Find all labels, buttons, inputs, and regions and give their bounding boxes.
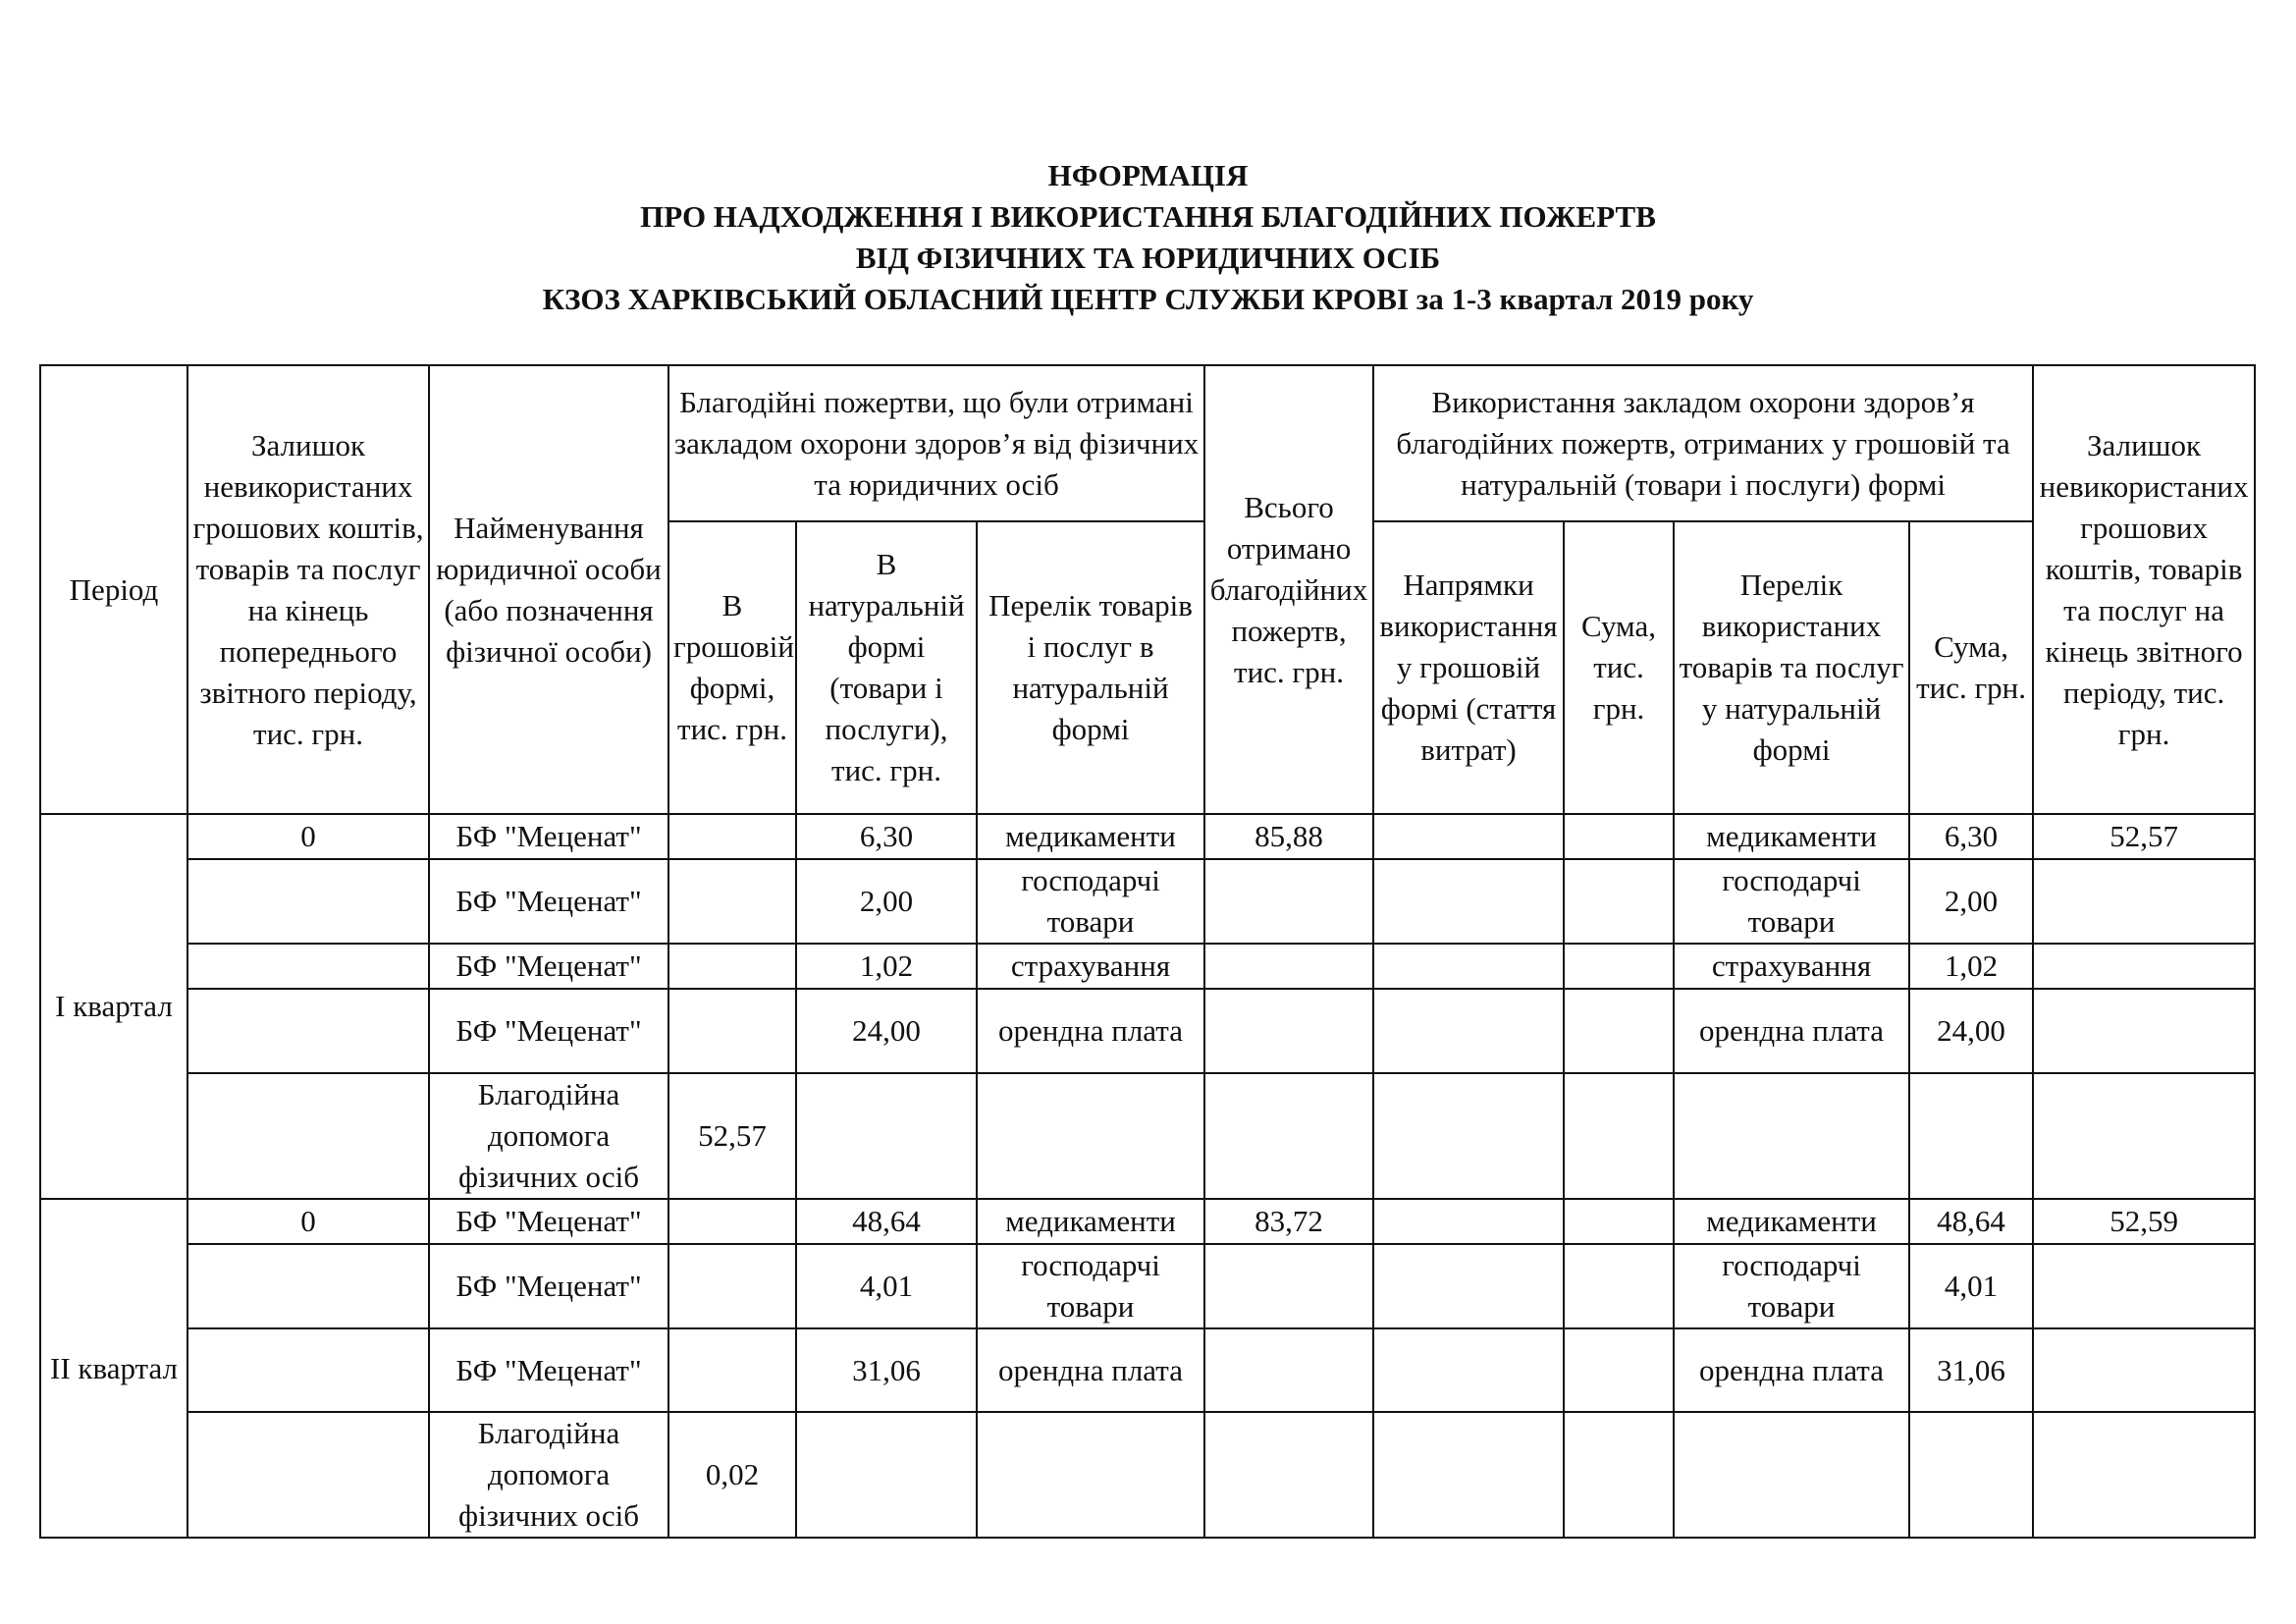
header-received-cash: В грошовій формі, тис. грн.: [668, 521, 796, 814]
table-row: [40, 944, 2255, 989]
closing-cell: 52,59: [2033, 1199, 2255, 1244]
header-period: Період: [40, 365, 187, 814]
direction-sum-cell: [1564, 944, 1674, 989]
closing-cell: [2033, 1328, 2255, 1412]
direction-cell: [1373, 814, 1564, 859]
header-usage-cash-sum: Сума, тис. грн.: [1564, 521, 1674, 814]
list-cell: орендна плата: [977, 1328, 1204, 1412]
cash-cell: [668, 1199, 796, 1244]
used-list-cell: страхування: [1674, 944, 1909, 989]
opening-cell: 0: [187, 814, 429, 859]
opening-cell: [187, 1073, 429, 1199]
used-sum-cell: 48,64: [1909, 1199, 2033, 1244]
entity-cell: Благодійна допомога фізичних осіб: [429, 1412, 668, 1538]
title-line-3: ВІД ФІЗИЧНИХ ТА ЮРИДИЧНИХ ОСІБ: [855, 241, 1441, 275]
kind-cell: 4,01: [796, 1244, 977, 1328]
closing-cell: 52,57: [2033, 814, 2255, 859]
total-cell: [1204, 1412, 1373, 1538]
table-row: [40, 1199, 2255, 1244]
total-cell: [1204, 944, 1373, 989]
list-cell: господарчі товари: [977, 859, 1204, 944]
entity-cell: БФ "Меценат": [429, 1328, 668, 1412]
cash-cell: [668, 944, 796, 989]
used-list-cell: орендна плата: [1674, 1328, 1909, 1412]
list-cell: [977, 1073, 1204, 1199]
title-line-1: НФОРМАЦІЯ: [1047, 158, 1249, 192]
cash-cell: [668, 814, 796, 859]
direction-sum-cell: [1564, 859, 1674, 944]
table-row: [40, 1328, 2255, 1412]
opening-cell: [187, 859, 429, 944]
title-line-2: ПРО НАДХОДЖЕННЯ І ВИКОРИСТАННЯ БЛАГОДІЙНИХ ПОЖЕРТВ: [640, 199, 1656, 234]
total-cell: [1204, 989, 1373, 1073]
header-received-list: Перелік товарів і послуг в натуральній формі: [977, 521, 1204, 814]
total-cell: 83,72: [1204, 1199, 1373, 1244]
total-cell: [1204, 1244, 1373, 1328]
period-label: І квартал: [40, 814, 187, 1199]
direction-cell: [1373, 1328, 1564, 1412]
entity-cell: БФ "Меценат": [429, 944, 668, 989]
header-usage-cash-direction: Напрямки використання у грошовій формі (стаття витрат): [1373, 521, 1564, 814]
opening-cell: 0: [187, 1199, 429, 1244]
table-row: [40, 989, 2255, 1073]
used-list-cell: медикаменти: [1674, 814, 1909, 859]
table-row: [40, 859, 2255, 944]
direction-cell: [1373, 859, 1564, 944]
kind-cell: 48,64: [796, 1199, 977, 1244]
table-row: [40, 1244, 2255, 1328]
direction-sum-cell: [1564, 1244, 1674, 1328]
kind-cell: [796, 1412, 977, 1538]
kind-cell: [796, 1073, 977, 1199]
used-sum-cell: 4,01: [1909, 1244, 2033, 1328]
title-line-4: КЗОЗ ХАРКІВСЬКИЙ ОБЛАСНИЙ ЦЕНТР СЛУЖБИ КРОВІ за 1-3 квартал 2019 року: [542, 282, 1754, 316]
direction-cell: [1373, 1412, 1564, 1538]
opening-cell: [187, 944, 429, 989]
used-sum-cell: 2,00: [1909, 859, 2033, 944]
list-cell: медикаменти: [977, 814, 1204, 859]
closing-cell: [2033, 944, 2255, 989]
direction-sum-cell: [1564, 1328, 1674, 1412]
direction-sum-cell: [1564, 989, 1674, 1073]
cash-cell: [668, 989, 796, 1073]
cash-cell: [668, 1328, 796, 1412]
direction-cell: [1373, 989, 1564, 1073]
donations-table: [39, 364, 2256, 1539]
used-sum-cell: [1909, 1073, 2033, 1199]
used-list-cell: [1674, 1073, 1909, 1199]
header-entity-name: Найменування юридичної особи (або позначення фізичної особи): [429, 365, 668, 814]
opening-cell: [187, 1412, 429, 1538]
document-title: [0, 155, 2296, 320]
direction-cell: [1373, 1244, 1564, 1328]
used-sum-cell: 24,00: [1909, 989, 2033, 1073]
used-sum-cell: 6,30: [1909, 814, 2033, 859]
header-closing-balance: Залишок невикористаних грошових коштів, товарів та послуг на кінець звітного періоду, тис. грн.: [2033, 365, 2255, 814]
closing-cell: [2033, 859, 2255, 944]
direction-sum-cell: [1564, 1412, 1674, 1538]
entity-cell: БФ "Меценат": [429, 1244, 668, 1328]
used-list-cell: [1674, 1412, 1909, 1538]
header-usage-group: Використання закладом охорони здоров’я благодійних пожертв, отриманих у грошовій та натуральній (товари і послуги) формі: [1373, 365, 2033, 521]
direction-cell: [1373, 1199, 1564, 1244]
direction-sum-cell: [1564, 814, 1674, 859]
header-received-kind: В натуральній формі (товари і послуги), тис. грн.: [796, 521, 977, 814]
direction-cell: [1373, 1073, 1564, 1199]
used-list-cell: господарчі товари: [1674, 859, 1909, 944]
table-row: [40, 1412, 2255, 1538]
header-opening-balance: Залишок невикористаних грошових коштів, товарів та послуг на кінець попереднього звітного періоду, тис. грн.: [187, 365, 429, 814]
header-total-received: Всього отримано благодійних пожертв, тис. грн.: [1204, 365, 1373, 814]
used-sum-cell: [1909, 1412, 2033, 1538]
direction-sum-cell: [1564, 1199, 1674, 1244]
kind-cell: 2,00: [796, 859, 977, 944]
list-cell: медикаменти: [977, 1199, 1204, 1244]
total-cell: [1204, 1073, 1373, 1199]
kind-cell: 1,02: [796, 944, 977, 989]
entity-cell: Благодійна допомога фізичних осіб: [429, 1073, 668, 1199]
closing-cell: [2033, 1412, 2255, 1538]
header-usage-kind-sum: Сума, тис. грн.: [1909, 521, 2033, 814]
cash-cell: 52,57: [668, 1073, 796, 1199]
used-list-cell: господарчі товари: [1674, 1244, 1909, 1328]
list-cell: [977, 1412, 1204, 1538]
opening-cell: [187, 1244, 429, 1328]
cash-cell: 0,02: [668, 1412, 796, 1538]
list-cell: орендна плата: [977, 989, 1204, 1073]
direction-sum-cell: [1564, 1073, 1674, 1199]
kind-cell: 6,30: [796, 814, 977, 859]
kind-cell: 31,06: [796, 1328, 977, 1412]
cash-cell: [668, 859, 796, 944]
total-cell: 85,88: [1204, 814, 1373, 859]
total-cell: [1204, 1328, 1373, 1412]
entity-cell: БФ "Меценат": [429, 989, 668, 1073]
period-label: ІІ квартал: [40, 1199, 187, 1538]
closing-cell: [2033, 1073, 2255, 1199]
total-cell: [1204, 859, 1373, 944]
entity-cell: БФ "Меценат": [429, 814, 668, 859]
used-sum-cell: 1,02: [1909, 944, 2033, 989]
used-list-cell: орендна плата: [1674, 989, 1909, 1073]
entity-cell: БФ "Меценат": [429, 859, 668, 944]
table-row: [40, 1073, 2255, 1199]
closing-cell: [2033, 1244, 2255, 1328]
list-cell: страхування: [977, 944, 1204, 989]
kind-cell: 24,00: [796, 989, 977, 1073]
cash-cell: [668, 1244, 796, 1328]
table-row: [40, 814, 2255, 859]
list-cell: господарчі товари: [977, 1244, 1204, 1328]
used-list-cell: медикаменти: [1674, 1199, 1909, 1244]
entity-cell: БФ "Меценат": [429, 1199, 668, 1244]
opening-cell: [187, 1328, 429, 1412]
used-sum-cell: 31,06: [1909, 1328, 2033, 1412]
header-usage-kind-list: Перелік використаних товарів та послуг у натуральній формі: [1674, 521, 1909, 814]
opening-cell: [187, 989, 429, 1073]
direction-cell: [1373, 944, 1564, 989]
closing-cell: [2033, 989, 2255, 1073]
header-received-group: Благодійні пожертви, що були отримані закладом охорони здоров’я від фізичних та юридичних осіб: [668, 365, 1204, 521]
